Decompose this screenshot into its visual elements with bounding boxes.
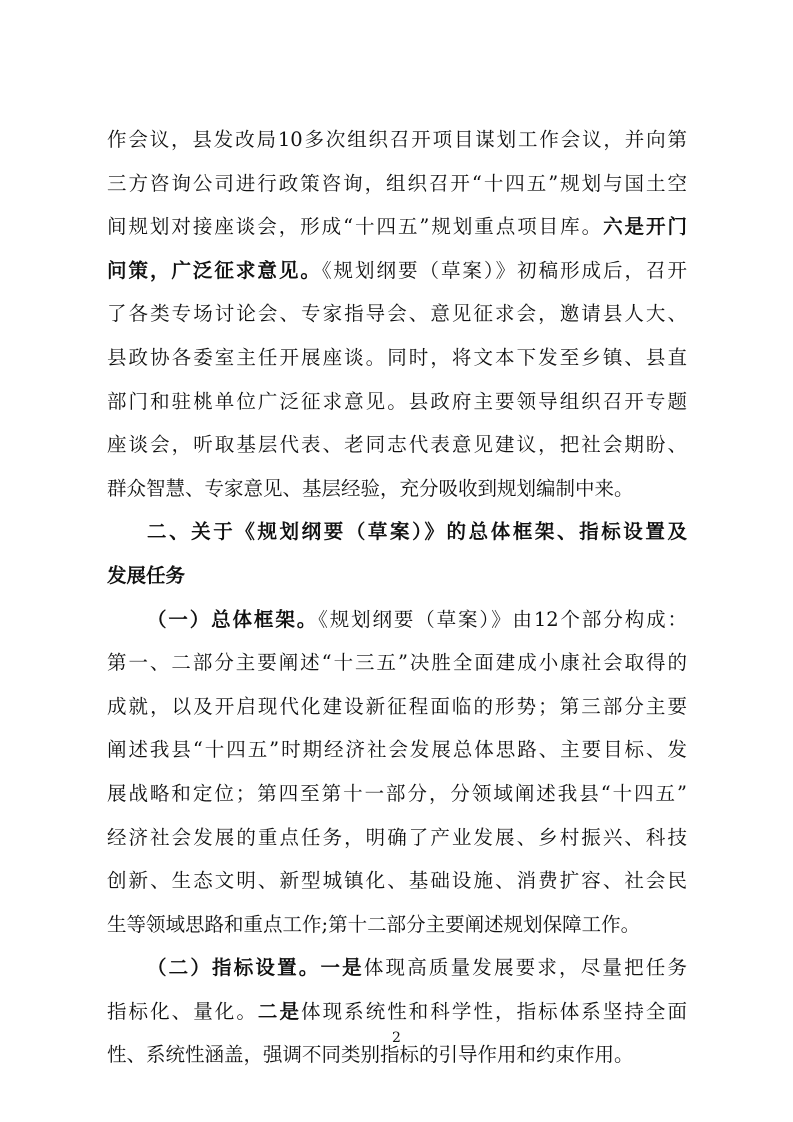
text-line: 阐述我县“十四五”时期经济社会发展总体思路、主要目标、发 <box>107 738 687 762</box>
bold-text: （二）指标设置。一是 <box>147 956 364 980</box>
text-line <box>107 598 687 642</box>
text-line: 部门和驻桃单位广泛征求意见。县政府主要领导组织召开专题 <box>107 389 687 413</box>
text-line: 座谈会，听取基层代表、老同志代表意见建议，把社会期盼、 <box>107 433 687 457</box>
text-line: 第一、二部分主要阐述“十三五”决胜全面建成小康社会取得的 <box>107 651 687 675</box>
heading-line: 发展任务 <box>107 563 186 587</box>
text-line: 作会议，县发改局10多次组织召开项目谋划工作会议，并向第 <box>107 128 687 151</box>
body-text <box>107 118 687 1077</box>
paragraph <box>107 118 687 510</box>
section-heading <box>107 510 687 597</box>
text-line: 成就，以及开启现代化建设新征程面临的形势；第三部分主要 <box>107 694 687 718</box>
text-line: 群众智慧、专家意见、基层经验，充分吸收到规划编制中来。 <box>107 476 634 500</box>
text-line <box>107 249 687 293</box>
heading-line: 二、关于《规划纲要（草案）》的总体框架、指标设置及 <box>147 520 687 544</box>
paragraph <box>107 946 687 1077</box>
bold-text: 六是开门 <box>603 215 687 239</box>
bold-text: 二是 <box>257 999 302 1023</box>
text-run: 体现高质量发展要求，尽量把任务 <box>363 956 687 980</box>
text-line: 生等领域思路和重点工作;第十二部分主要阐述规划保障工作。 <box>107 912 641 936</box>
text-line: 创新、生态文明、新型城镇化、基础设施、消费扩容、社会民 <box>107 869 687 893</box>
bold-text: （一）总体框架。 <box>147 607 319 631</box>
text-run: 《规划纲要（草案）》由12个部分构成： <box>318 607 687 631</box>
text-line: 性、系统性涵盖，强调不同类别指标的引导作用和约束作用。 <box>107 1043 634 1067</box>
text-line <box>107 205 687 249</box>
text-run: 体现系统性和科学性，指标体系坚持全面 <box>301 999 687 1023</box>
text-line: 经济社会发展的重点任务，明确了产业发展、乡村振兴、科技 <box>107 825 687 849</box>
paragraph <box>107 598 687 947</box>
text-line <box>107 990 687 1034</box>
text-run: 间规划对接座谈会，形成“十四五”规划重点项目库。 <box>107 215 604 239</box>
bold-text: 问策，广泛征求意见。 <box>107 258 322 282</box>
text-line <box>107 946 687 990</box>
text-run: 指标化、量化。 <box>107 999 258 1023</box>
text-line: 展战略和定位；第四至第十一部分，分领域阐述我县“十四五” <box>107 781 687 805</box>
text-run: 《规划纲要（草案）》初稿形成后，召开 <box>321 258 687 282</box>
page-number: 2 <box>392 1030 401 1046</box>
text-line: 三方咨询公司进行政策咨询，组织召开“十四五”规划与国土空 <box>107 171 687 195</box>
text-line: 县政协各委室主任开展座谈。同时，将文本下发至乡镇、县直 <box>107 345 687 369</box>
text-line: 了各类专场讨论会、专家指导会、意见征求会，邀请县人大、 <box>107 302 687 326</box>
